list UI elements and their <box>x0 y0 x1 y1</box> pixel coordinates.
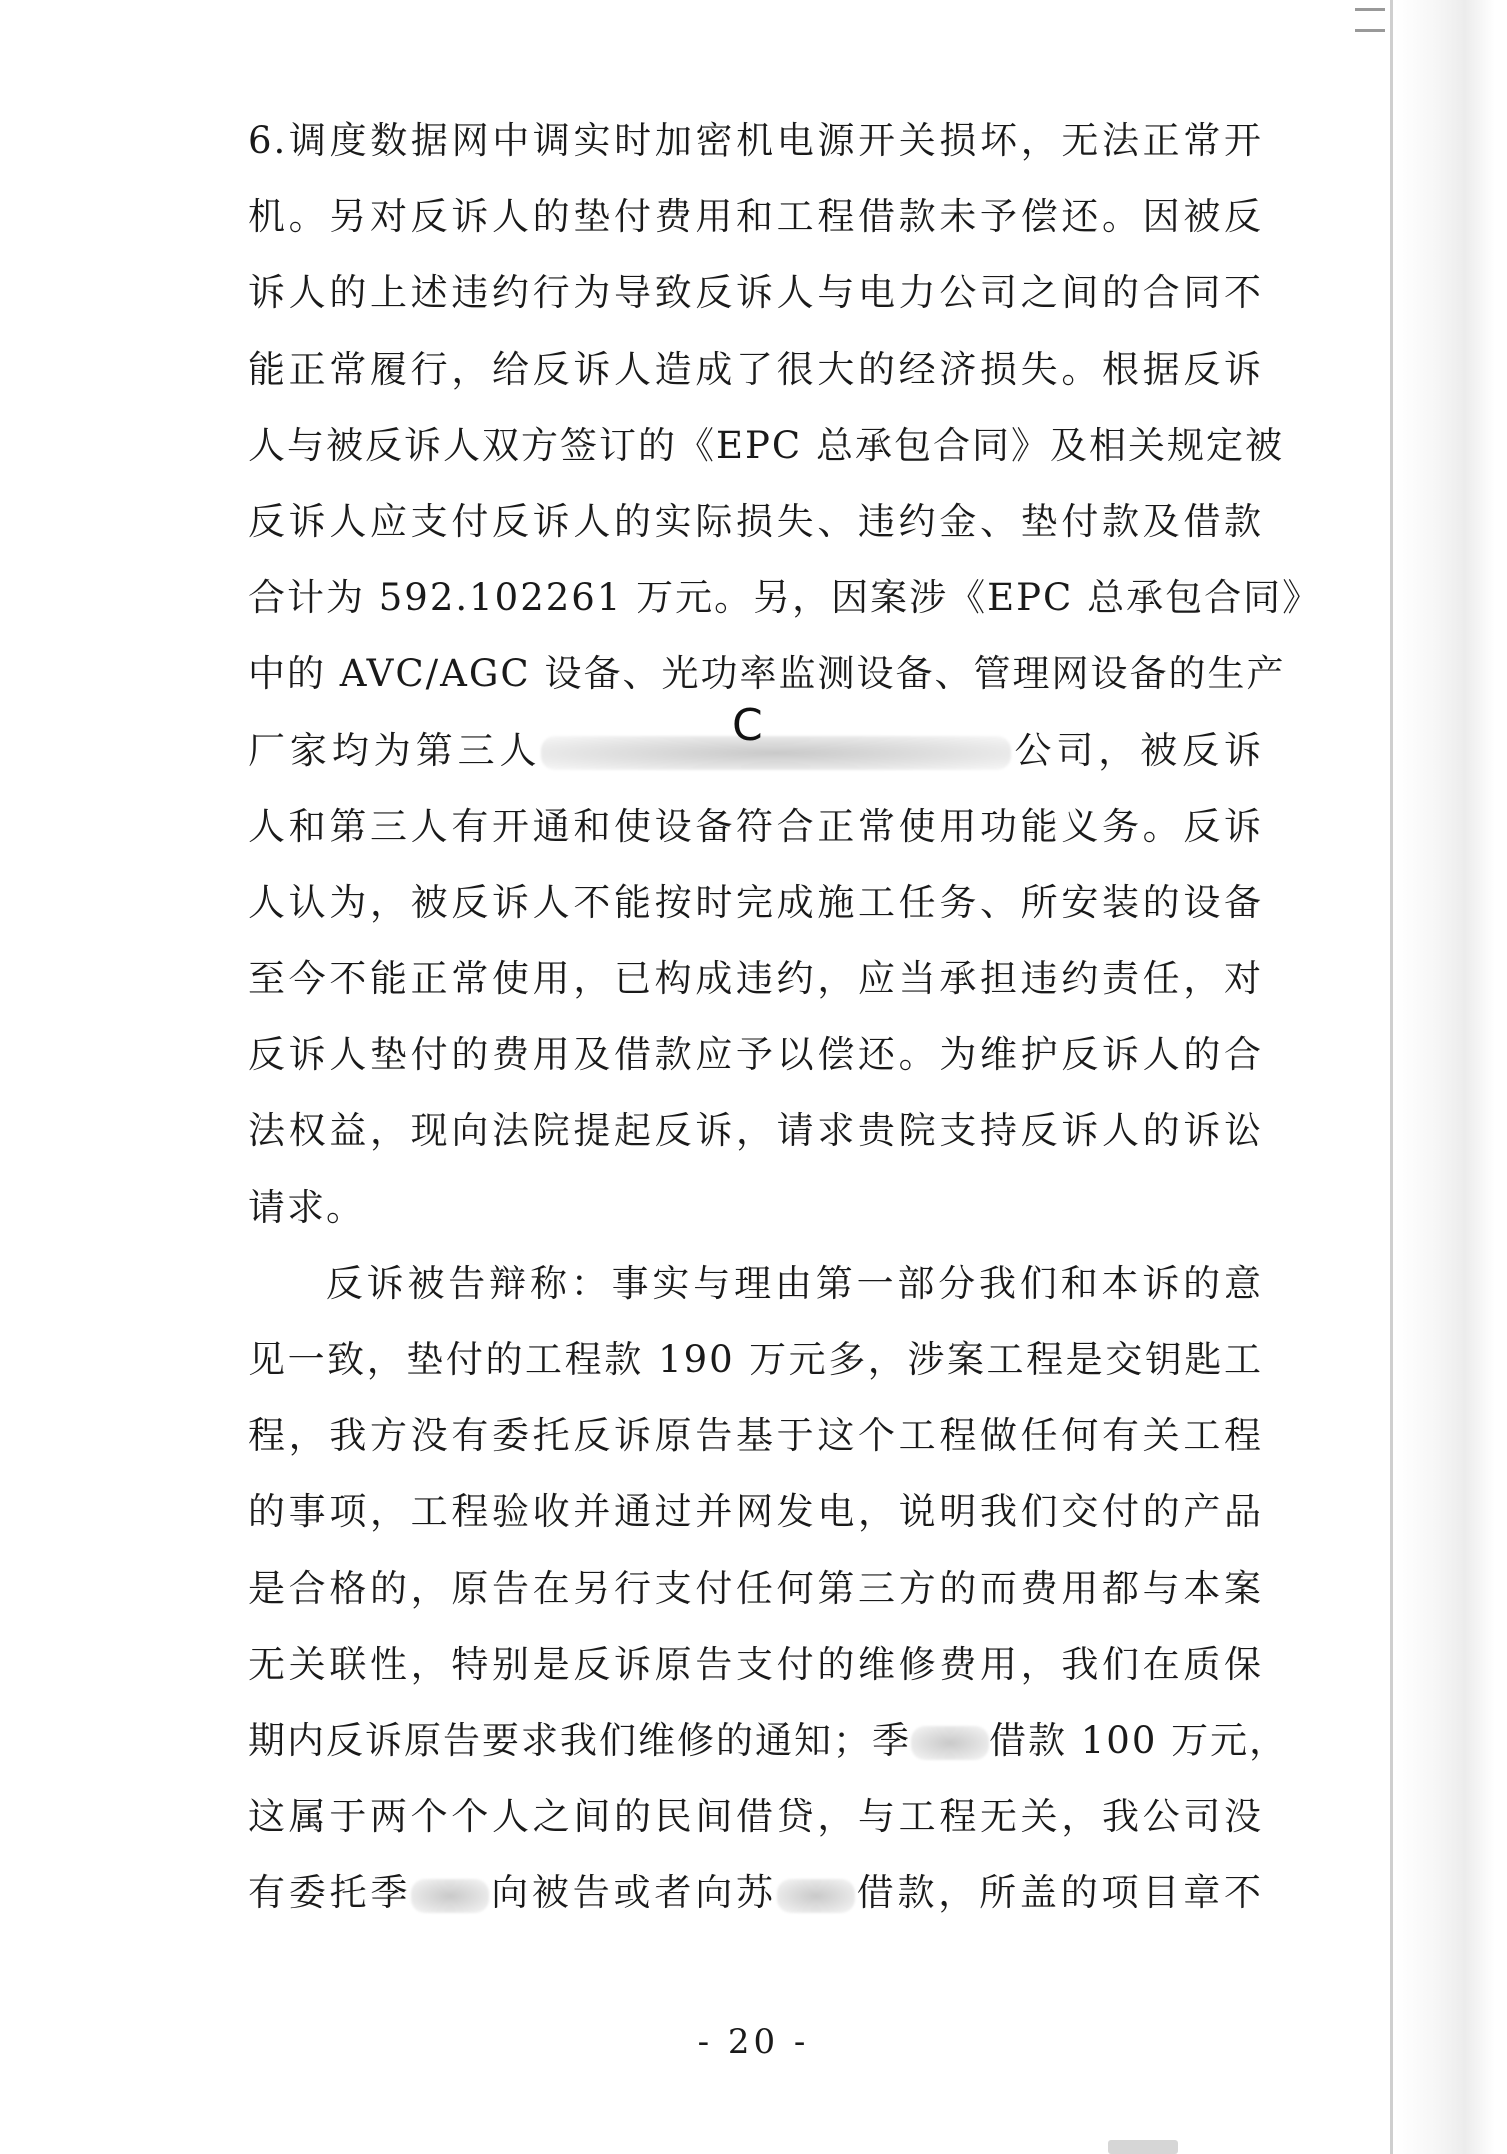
text-line: 人认为，被反诉人不能按时完成施工任务、所安装的设备 <box>248 880 1263 924</box>
text-line: 的事项，工程验收并通过并网发电，说明我们交付的产品 <box>248 1490 1263 1534</box>
text-line: 程，我方没有委托反诉原告基于这个工程做任何有关工程 <box>248 1414 1263 1458</box>
page-number: - 20 - <box>697 2022 810 2062</box>
redacted-person-name <box>911 1726 989 1760</box>
text-line: 反诉人应支付反诉人的实际损失、违约金、垫付款及借款 <box>248 499 1263 543</box>
text-line: 是合格的，原告在另行支付任何第三方的而费用都与本案 <box>248 1566 1263 1610</box>
text-line: 无关联性，特别是反诉原告支付的维修费用，我们在质保 <box>248 1642 1263 1686</box>
text-line: 反诉人垫付的费用及借款应予以偿还。为维护反诉人的合 <box>248 1033 1263 1077</box>
corner-scan-mark <box>1355 8 1385 32</box>
scanned-page-edge <box>1395 0 1507 2154</box>
document-body <box>248 103 1322 1932</box>
text-line: 厂家均为第三人 公司，被反诉 <box>248 728 1264 772</box>
text-line: 能正常履行，给反诉人造成了很大的经济损失。根据反诉 <box>248 347 1263 391</box>
redacted-person-name <box>411 1879 489 1913</box>
text-line: 诉人的上述违约行为导致反诉人与电力公司之间的合同不 <box>248 271 1263 315</box>
text-line: 见一致，垫付的工程款 190 万元多，涉案工程是交钥匙工 <box>248 1338 1263 1381</box>
text-line: 人与被反诉人双方签订的《EPC 总承包合同》及相关规定被 <box>248 423 1284 467</box>
text-line: 法权益，现向法院提起反诉，请求贵院支持反诉人的诉讼 <box>248 1109 1263 1153</box>
text-line: 反诉被告辩称：事实与理由第一部分我们和本诉的意 <box>324 1261 1263 1305</box>
overlay-letter: C <box>732 700 763 751</box>
text-line: 这属于两个个人之间的民间借贷，与工程无关，我公司没 <box>248 1795 1263 1839</box>
text-line: 机。另对反诉人的垫付费用和工程借款未予偿还。因被反 <box>248 195 1263 239</box>
redacted-company-name <box>541 736 1011 770</box>
text-line: 合计为 592.102261 万元。另，因案涉《EPC 总承包合同》 <box>248 576 1322 620</box>
text-line: 中的 AVC/AGC 设备、光功率监测设备、管理网设备的生产 <box>248 652 1286 696</box>
scan-artifact <box>1108 2140 1178 2154</box>
text-line: 至今不能正常使用，已构成违约，应当承担违约责任，对 <box>248 957 1263 1001</box>
redacted-person-name <box>777 1879 855 1913</box>
page-border-line <box>1390 0 1393 2154</box>
text-line: 请求。 <box>248 1185 365 1229</box>
text-line: 人和第三人有开通和使设备符合正常使用功能义务。反诉 <box>248 804 1263 848</box>
text-line: 6.调度数据网中调实时加密机电源开关损坏，无法正常开 <box>248 119 1263 162</box>
text-line: 期内反诉原告要求我们维修的通知；季 借款 100 万元， <box>248 1718 1289 1762</box>
text-line: 有委托季 向被告或者向苏 借款，所盖的项目章不 <box>248 1871 1264 1915</box>
